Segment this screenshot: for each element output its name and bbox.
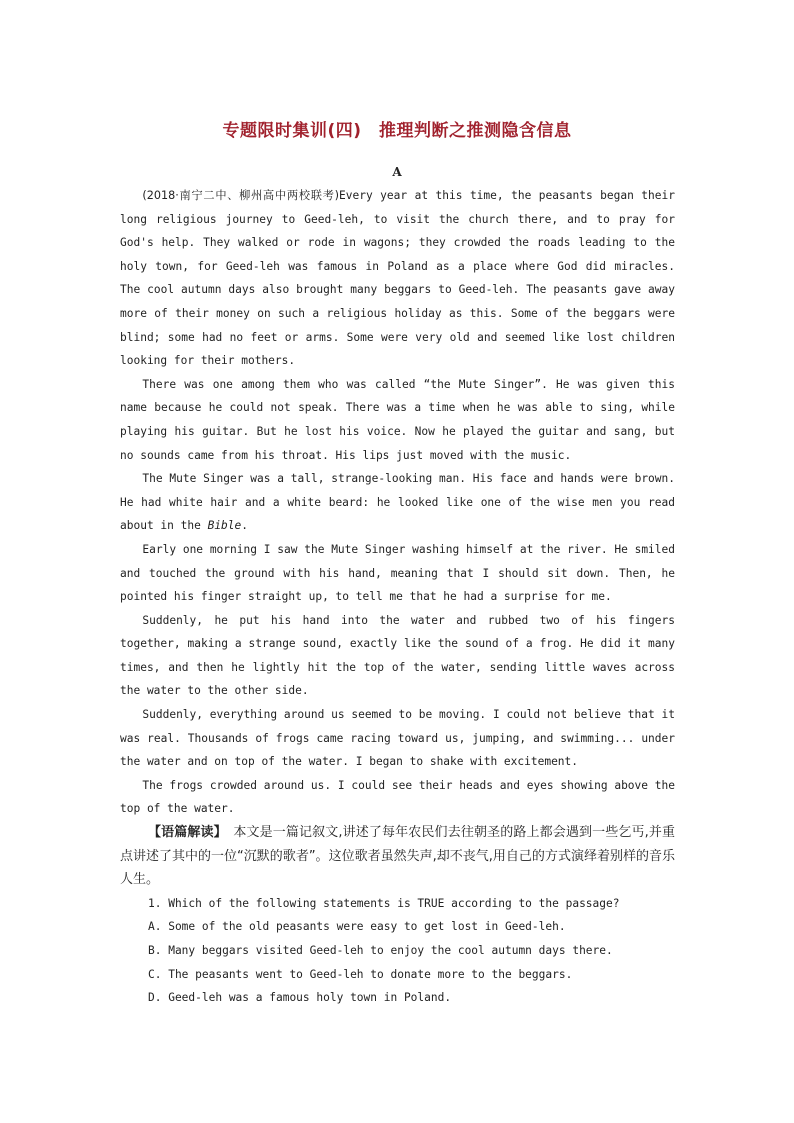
- reading-analysis: [120, 821, 675, 892]
- paragraph-2: There was one among them who was called “the Mute Singer”. He was given this name because he could not speak. There was a time when he was able to sing, while playing his guitar. But he lost his voice. Now he played the guitar and sang, but no sounds came from his throat. His lips just moved with the music.: [120, 377, 675, 462]
- paragraph-end: .: [241, 519, 249, 533]
- paragraph-text: The Mute Singer was a tall, strange-looking man. His face and hands were brown. He had white hair and a white beard: he looked like one of the wise men you read about in the: [120, 472, 675, 533]
- paragraph-text: Every year at this time, the peasants began their long religious journey to Geed-leh, to visit the church there, and to pray for God's help. They walked or rode in wagons; they crowded the roads leading to the holy town, for Geed-leh was famous in Poland as a place where God did miracles. The cool autumn days also brought many beggars to Geed-leh. The peasants gave away more of their money on such a religious holiday as this. Some of the beggars were blind; some had no feet or arms. Some were very old and seemed like lost children looking for their mothers.: [120, 189, 675, 368]
- section-label: A: [392, 165, 402, 179]
- option-d[interactable]: D. Geed-leh was a famous holy town in Poland.: [148, 991, 452, 1005]
- bible-word: Bible: [207, 519, 242, 533]
- passage-body: [120, 184, 675, 1010]
- question-stem: 1. Which of the following statements is TRUE according to the passage?: [148, 896, 620, 910]
- paragraph-6: Suddenly, everything around us seemed to be moving. I could not believe that it was real. Thousands of frogs came racing toward us, jumping, and swimming... under the water and on top of the water. I began to shake with excitement.: [120, 708, 675, 769]
- reading-label: 【语篇解读】: [148, 825, 221, 841]
- paragraph-3: [120, 467, 675, 538]
- source-note: (2018·南宁二中、柳州高中两校联考): [142, 189, 339, 202]
- option-b[interactable]: B. Many beggars visited Geed-leh to enjoy the cool autumn days there.: [148, 944, 613, 957]
- paragraph-1: [120, 184, 675, 373]
- paragraph-7: The frogs crowded around us. I could see their heads and eyes showing above the top of the water.: [120, 778, 675, 816]
- option-a[interactable]: A. Some of the old peasants were easy to get lost in Geed-leh.: [148, 920, 566, 934]
- reading-text: 本文是一篇记叙文,讲述了每年农民们去往朝圣的路上都会遇到一些乞丐,并重点讲述了其中的一位“沉默的歌者”。这位歌者虽然失声,却不丧气,用自己的方式演绎着别样的音乐人生。: [120, 825, 675, 888]
- page-title: 专题限时集训(四) 推理判断之推测隐含信息: [222, 121, 572, 141]
- paragraph-4: Early one morning I saw the Mute Singer washing himself at the river. He smiled and touched the ground with his hand, meaning that I should sit down. Then, he pointed his finger straight up, to tell me that he had a surprise for me.: [120, 542, 675, 604]
- option-c[interactable]: C. The peasants went to Geed-leh to donate more to the beggars.: [148, 967, 573, 981]
- paragraph-5: Suddenly, he put his hand into the water and rubbed two of his fingers together, making a strange sound, exactly like the sound of a frog. He did it many times, and then he lightly hit the top of the water, sending little waves across the water to the other side.: [120, 613, 675, 698]
